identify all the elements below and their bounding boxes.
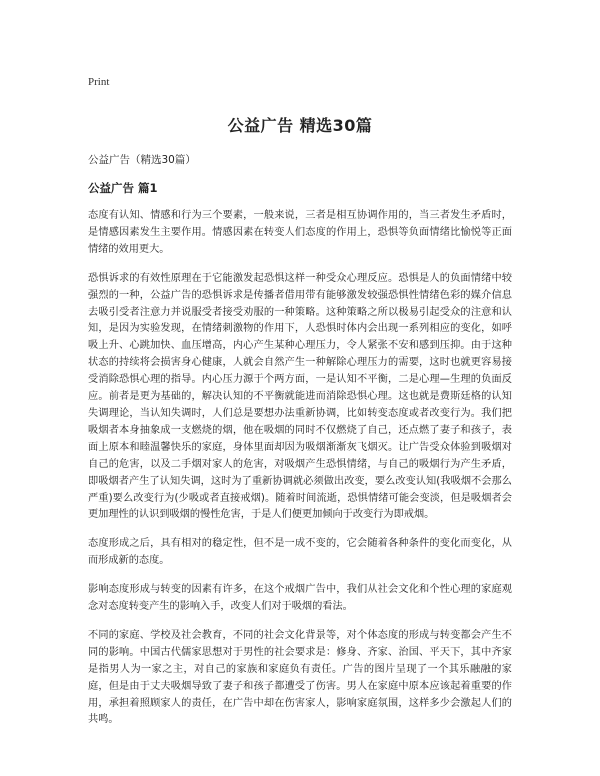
paragraph-2: 恐惧诉求的有效性原理在于它能激发起恐惧这样一种受众心理反应。恐惧是人的负面情绪中较强烈的一种，公益广告的恐惧诉求是传播者借用带有能够激发较强恐惧性情绪色彩的媒介信息去吸引受者注意力并说服受者接受劝服的一种策略。这种策略之所以极易引起受众的注意和认知，是因为实验发现，在情绪刺激物的作用下，人恐惧时体内会出现一系列相应的变化，如呼吸上升、心跳加快、血压增高，内心产生某种心理压力，令人紧张不安和感到压抑。由于这种状态的持续将会损害身心健康，人就会自然产生一种解除心理压力的需要，这时也就更容易接受消除恐惧心理的指导。内心压力源于个两方面，一是认知不平衡，二是心理—生理的负面反应。前者是更为基础的，解决认知的不平衡就能进而消除恐惧心理。这也就是费斯廷格的认知失调理论，当认知失调时，人们总是要想办法重新协调，比如转变态度或者改变行为。我们把吸烟者本身抽象成一支燃烧的烟，他在吸烟的同时不仅燃烧了自己，还点燃了妻子和孩子，表面上原本和睦温馨快乐的家庭，身体里面却因为吸烟渐渐灰飞烟灭。让广告受众体验到吸烟对自己的危害，以及二手烟对家人的危害，对吸烟产生恐惧情绪，与自己的吸烟行为产生矛盾，即吸烟者产生了认知失调，这时为了重新协调就必须做出改变，要么改变认知(我吸烟不会那么严重)要么改变行为(少吸或者直接戒烟)。随着时间流逝，恐惧情绪可能会变淡，但是吸烟者会更加理性的认识到吸烟的慢性危害，于是人们便更加倾向于改变行为即戒烟。: [88, 272, 512, 521]
document-page: [88, 70, 512, 729]
paragraph-4: 影响态度形成与转变的因素有许多，在这个戒烟广告中，我们从社会文化和个性心理的家庭观念对态度转变产生的影响入手，改变人们对于吸烟的看法。: [88, 584, 512, 613]
paragraph-3: 态度形成之后，具有相对的稳定性，但不是一成不变的，它会随着各种条件的变化而变化，从而形成新的态度。: [88, 538, 512, 567]
paragraph-1: 态度有认知、情感和行为三个要素，一般来说，三者是相互协调作用的，当三者发生矛盾时，是情感因素发生主要作用。情感因素在转变人们态度的作用上，恐惧等负面情绪比愉悦等正面情绪的效用更大。: [88, 210, 512, 255]
print-link[interactable]: Print: [88, 76, 110, 88]
section-heading: 公益广告 篇1: [88, 181, 158, 195]
document-title: 公益广告 精选30篇: [227, 116, 373, 135]
paragraph-5: 不同的家庭、学校及社会教育，不同的社会文化背景等，对个体态度的形成与转变都会产生不同的影响。中国古代儒家思想对于男性的社会要求是：修身、齐家、治国、平天下，其中齐家是指男人为一家之主，对自己的家族和家庭负有责任。广告的图片呈现了一个其乐融融的家庭，但是由于丈夫吸烟导致了妻子和孩子都遭受了伤害。男人在家庭中原本应该起着重要的作用，承担着照顾家人的责任，在广告中却在伤害家人，影响家庭氛围，这样多少会激起人们的共鸣。: [88, 629, 512, 726]
document-subtitle: 公益广告（精选30篇）: [88, 154, 196, 166]
